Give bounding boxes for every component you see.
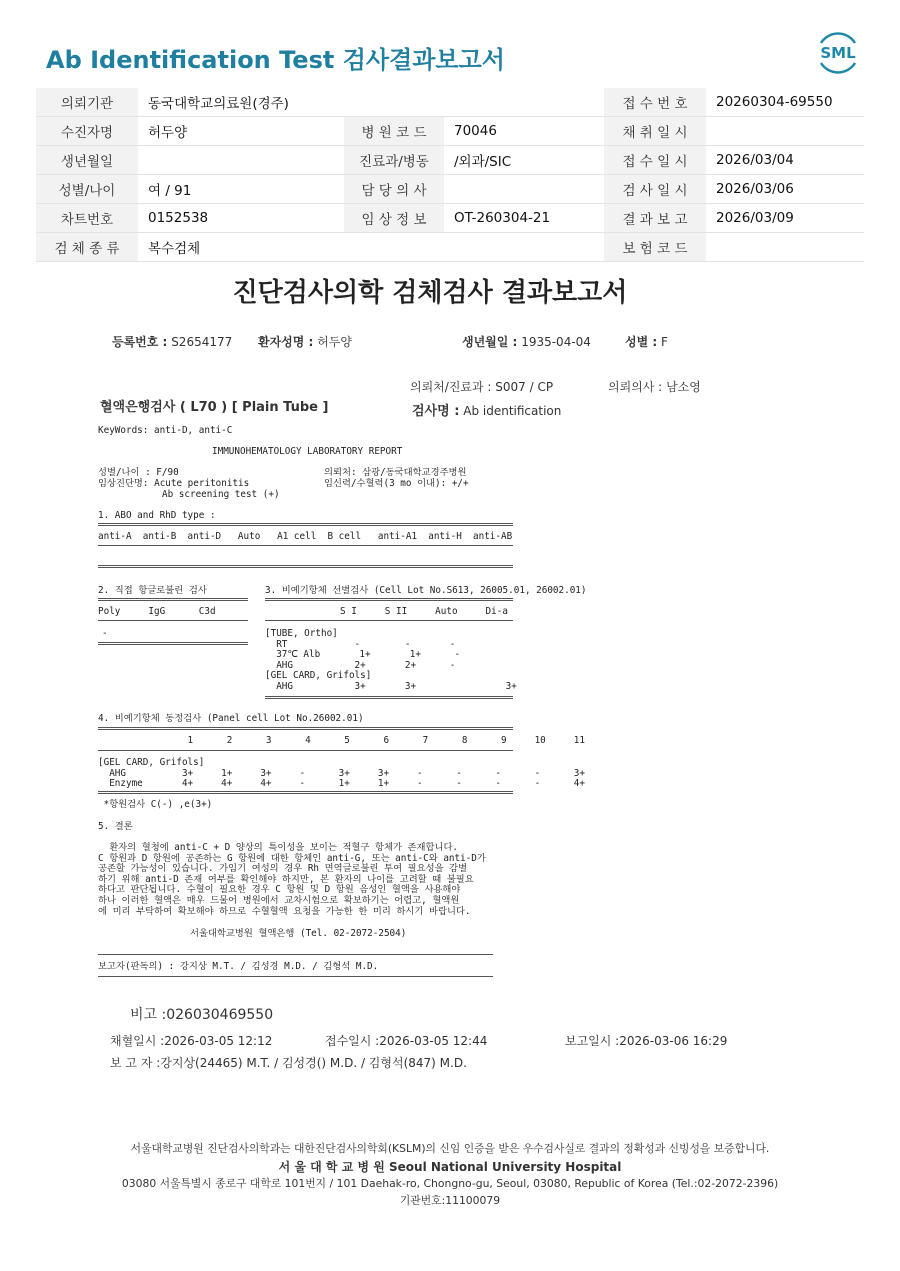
info-value <box>444 175 604 204</box>
info-value: 0152538 <box>138 204 344 233</box>
info-value <box>444 233 604 262</box>
reg-number: 등록번호 : S2654177 <box>112 335 233 349</box>
info-value <box>344 88 444 117</box>
info-value: OT-260304-21 <box>444 204 604 233</box>
requesting-doctor: 의뢰의사 : 남소영 <box>608 380 701 394</box>
sml-logo-icon <box>815 30 861 76</box>
keywords: KeyWords: anti-D, anti-C <box>98 425 233 436</box>
divider <box>265 620 513 621</box>
dat-header: Poly IgG C3d <box>98 606 216 617</box>
info-label: 임 상 정 보 <box>344 204 444 233</box>
conclusion-text: 환자의 혈청에 anti-C + D 양상의 특이성을 보이는 적혈구 항체가 존재합니다. C 항원과 D 항원에 공존하는 G 항원에 대한 항체인 anti-G, 또는 anti-C와 anti-D가 공존할 가능성이 있습니다. 가임기 여성의 경우 Rh 면역글로불린 투여 필요성을 감별 하기 위해 anti-D 존재 여부를 확인해야 하지만, 본 환자의 나이를 고려할 때 불필요 하다고 판단됩니다. 수혈이 필요한 경우 C 항원 및 D 항원 음성인 혈액을 사용해야 하나 이러한 혈액은 매우 드물어 병원에서 교차시험으로 확보하기는 어렵고, 혈액원 에 미리 부탁하여 확보해야 하므로 수혈혈액 요청을 가능한 한 미리 하시기 바랍니다. <box>98 842 486 917</box>
info-row <box>36 117 864 146</box>
info-value <box>444 88 604 117</box>
patient-info-table <box>36 88 864 262</box>
info-label: 보 험 코 드 <box>604 233 706 262</box>
info-label: 접 수 일 시 <box>604 146 706 175</box>
info-value: 허두양 <box>138 117 344 146</box>
divider <box>98 976 493 977</box>
blood-bank-contact: 서울대학교병원 혈액은행 (Tel. 02-2072-2504) <box>190 928 407 939</box>
info-label: 병 원 코 드 <box>344 117 444 146</box>
info-value: 복수검체 <box>138 233 344 262</box>
info-label: 결 과 보 고 <box>604 204 706 233</box>
divider <box>98 954 493 955</box>
dat-result: - <box>102 628 108 639</box>
patient-sex: 성별 : F <box>625 335 668 349</box>
divider <box>98 620 248 621</box>
test-name: 검사명 : Ab identification <box>412 404 562 419</box>
info-value <box>706 117 864 146</box>
info-value <box>706 233 864 262</box>
section2-title: 2. 직접 항글로불린 검사 <box>98 585 207 596</box>
info-label: 접 수 번 호 <box>604 88 706 117</box>
info-value <box>344 233 444 262</box>
info-value <box>138 146 344 175</box>
divider <box>98 545 513 546</box>
info-label: 검 사 일 시 <box>604 175 706 204</box>
abo-header: anti-A anti-B anti-D Auto A1 cell B cell anti-A1 anti-H anti-AB <box>98 531 513 542</box>
info-value: 70046 <box>444 117 604 146</box>
birth-date: 생년월일 : 1935-04-04 <box>462 335 591 349</box>
panel-results: [GEL CARD, Grifols] AHG 3+ 1+ 3+ - 3+ 3+ - - - - 3+ Enzyme 4+ 4+ 4+ - 1+ 1+ - - - - 4+ <box>98 757 585 790</box>
divider <box>98 598 248 601</box>
info-row <box>36 175 864 204</box>
section5-title: 5. 결론 <box>98 821 133 832</box>
patient-name: 환자성명 : 허두양 <box>258 335 352 349</box>
info-value: 2026/03/04 <box>706 146 864 175</box>
lab-report-heading: IMMUNOHEMATOLOGY LABORATORY REPORT <box>212 446 403 457</box>
info-label: 채 취 일 시 <box>604 117 706 146</box>
info-row <box>36 233 864 262</box>
info-value: 동국대학교의료원(경주) <box>138 88 344 117</box>
requesting-dept: 의뢰처/진료과 : S007 / CP <box>410 380 554 394</box>
divider <box>98 791 513 794</box>
receipt-time: 접수일시 :2026-03-05 12:44 <box>325 1034 488 1048</box>
section4-title: 4. 비예기항체 동정검사 (Panel cell Lot No.26002.01) <box>98 713 364 724</box>
divider <box>98 727 513 730</box>
info-label: 진료과/병동 <box>344 146 444 175</box>
divider <box>98 565 513 568</box>
remark: 비고 :026030469550 <box>130 1007 274 1023</box>
info-row <box>36 88 864 117</box>
clinical-diagnosis: 임상진단명: Acute peritonitis <box>98 478 250 489</box>
antigen-test: *항원검사 C(-) ,e(3+) <box>98 799 213 810</box>
info-label: 수진자명 <box>36 117 138 146</box>
collection-time: 채혈일시 :2026-03-05 12:12 <box>110 1034 273 1048</box>
info-row <box>36 204 864 233</box>
divider <box>98 523 513 526</box>
info-value: 20260304-69550 <box>706 88 864 117</box>
divider <box>265 598 513 601</box>
sex-age: 성별/나이 : F/90 <box>98 467 179 478</box>
hospital-name: 서 울 대 학 교 병 원 Seoul National University Hospital <box>278 1160 622 1174</box>
requesting-institution: 의뢰처: 삼광/동국대학교경주병원 <box>324 467 467 478</box>
info-label: 차트번호 <box>36 204 138 233</box>
info-label: 생년월일 <box>36 146 138 175</box>
info-label: 성별/나이 <box>36 175 138 204</box>
hospital-address: 03080 서울특별시 종로구 대학로 101번지 / 101 Daehak-ro, Chongno-gu, Seoul, 03080, Republic of Korea (Tel.:02-2072-2396) <box>121 1177 779 1190</box>
screening-results: [TUBE, Ortho] RT - - - 37℃ Alb 1+ 1+ - AHG 2+ 2+ - [GEL CARD, Grifols] AHG 3+ 3+ 3+ <box>265 628 517 692</box>
divider <box>98 750 513 751</box>
institution-number: 기관번호:11100079 <box>399 1194 501 1207</box>
info-value: /외과/SIC <box>444 146 604 175</box>
divider <box>265 696 513 699</box>
report-reporters: 보고자(판독의) : 강지상 M.T. / 김성경 M.D. / 김형석 M.D. <box>98 961 379 972</box>
pregnancy-transfusion: 임신력/수혈력(3 mo 이내): +/+ <box>324 478 469 489</box>
info-label: 담 당 의 사 <box>344 175 444 204</box>
info-value: 2026/03/06 <box>706 175 864 204</box>
divider <box>98 642 248 645</box>
logo-text: SML <box>820 44 856 62</box>
reporter-line: 보 고 자 :강지상(24465) M.T. / 김성경() M.D. / 김형석(847) M.D. <box>110 1056 467 1070</box>
report-time: 보고일시 :2026-03-06 16:29 <box>565 1034 728 1048</box>
certification-note: 서울대학교병원 진단검사의학과는 대한진단검사의학회(KSLM)의 신임 인증을 받은 우수검사실로 결과의 정확성과 신빙성을 보증합니다. <box>130 1142 770 1155</box>
panel-header: 1 2 3 4 5 6 7 8 9 10 11 <box>98 735 585 746</box>
info-label: 검 체 종 류 <box>36 233 138 262</box>
screening-header: S I S II Auto Di-a <box>340 606 508 617</box>
info-value: 2026/03/09 <box>706 204 864 233</box>
ab-screening: Ab screening test (+) <box>162 489 280 500</box>
section1-title: 1. ABO and RhD type : <box>98 510 216 521</box>
main-report-title: 진단검사의학 검체검사 결과보고서 <box>232 278 628 308</box>
section3-title: 3. 비예기항체 선별검사 (Cell Lot No.S613, 26005.01, 26002.01) <box>265 585 587 596</box>
report-title: Ab Identification Test 검사결과보고서 <box>46 46 505 74</box>
test-group: 혈액은행검사 ( L70 ) [ Plain Tube ] <box>100 400 329 415</box>
info-row <box>36 146 864 175</box>
info-value: 여 / 91 <box>138 175 344 204</box>
info-label: 의뢰기관 <box>36 88 138 117</box>
